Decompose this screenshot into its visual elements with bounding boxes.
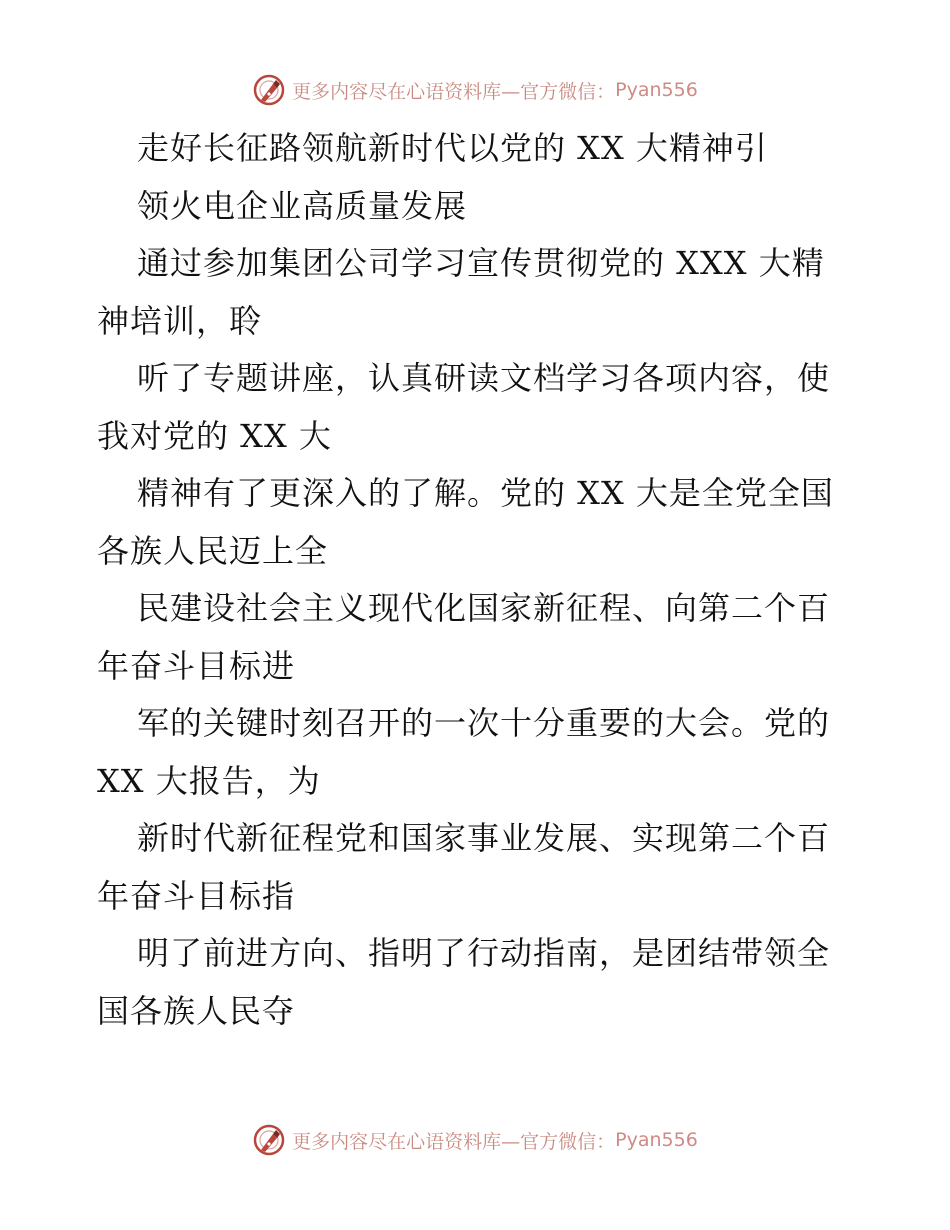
- watermark-wechat-id: Pyan556: [615, 1129, 698, 1151]
- pen-nib-logo-icon: [252, 1123, 286, 1157]
- pen-nib-logo-icon: [252, 73, 286, 107]
- watermark-wechat-id: Pyan556: [615, 79, 698, 101]
- document-body: [97, 120, 857, 1040]
- text-line: 年奋斗目标进: [97, 646, 296, 685]
- header-watermark: [0, 70, 950, 110]
- text-line: 年奋斗目标指: [97, 876, 296, 915]
- text-line: 通过参加集团公司学习宣传贯彻党的 XXX 大精: [137, 244, 825, 282]
- watermark-text: 更多内容尽在心语资料库—官方微信：: [292, 1130, 616, 1153]
- footer-watermark: [0, 1120, 950, 1160]
- text-line: 民建设社会主义现代化国家新征程、向第二个百: [137, 589, 831, 627]
- text-line: XX 大报告，为: [97, 761, 321, 800]
- text-line: 明了前进方向、指明了行动指南，是团结带领全: [137, 934, 831, 972]
- text-line: 精神有了更深入的了解。党的 XX 大是全党全国: [137, 474, 834, 512]
- text-line: 各族人民迈上全: [97, 531, 329, 570]
- text-line: 军的关键时刻召开的一次十分重要的大会。党的: [137, 704, 831, 742]
- text-line: 神培训，聆: [97, 301, 263, 340]
- text-line: 新时代新征程党和国家事业发展、实现第二个百: [137, 819, 831, 857]
- text-line: 我对党的 XX 大: [97, 416, 332, 455]
- watermark-text: 更多内容尽在心语资料库—官方微信：: [292, 80, 616, 103]
- text-line: 走好长征路领航新时代以党的 XX 大精神引: [137, 129, 768, 167]
- text-line: 听了专题讲座，认真研读文档学习各项内容，使: [137, 359, 831, 397]
- text-line: 领火电企业高质量发展: [137, 186, 468, 225]
- text-line: 国各族人民夺: [97, 991, 296, 1030]
